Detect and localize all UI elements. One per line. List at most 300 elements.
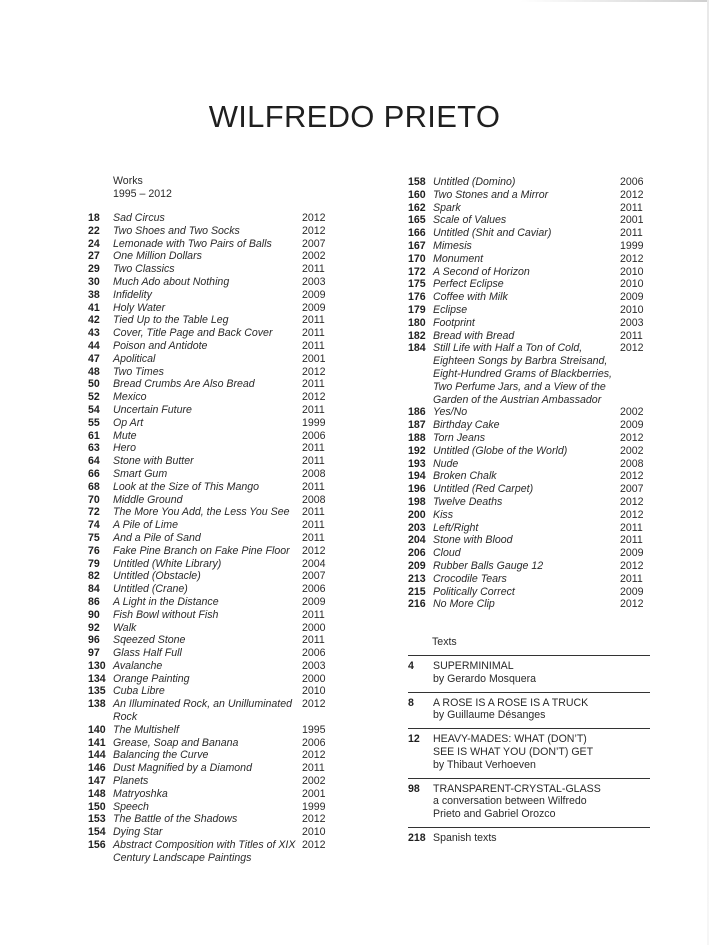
work-title: Untitled (Crane)	[113, 583, 188, 596]
work-title: Untitled (Domino)	[433, 176, 516, 188]
work-page-number: 76	[88, 544, 100, 557]
work-entry	[88, 250, 338, 263]
work-year: 2012	[302, 749, 326, 762]
works-heading-label: Works	[113, 175, 143, 187]
work-title: Poison and Antidote	[113, 339, 208, 352]
work-year: 2011	[620, 521, 643, 534]
work-year: 2001	[302, 352, 326, 365]
work-entry	[88, 609, 338, 622]
text-title: Spanish texts	[433, 831, 497, 844]
work-entry	[88, 302, 338, 315]
work-entry	[88, 519, 338, 532]
work-entry	[408, 598, 646, 611]
work-title: Untitled (Shit and Caviar)	[433, 227, 552, 240]
work-title: One Million Dollars	[113, 250, 202, 263]
work-title: Speech	[113, 800, 149, 813]
work-title: Torn Jeans	[433, 431, 486, 444]
work-page-number: 22	[88, 224, 100, 237]
work-entry	[408, 240, 646, 253]
work-year: 2011	[302, 762, 325, 775]
work-year: 2007	[620, 483, 644, 496]
work-title: Bread with Bread	[433, 329, 515, 342]
work-title: Stone with Butter	[113, 455, 194, 468]
work-page-number: 188	[408, 431, 426, 444]
works-date-range: 1995 – 2012	[113, 188, 172, 200]
work-title: Still Life with Half a Ton of Cold, Eighteen Songs by Barbra Streisand, Eight-Hundred Grams of Blackberries, Two Perfume Jars, and a View of the Garden of the Austrian Ambassador	[433, 342, 612, 406]
page-title: WILFREDO PRIETO	[208, 98, 501, 134]
work-page-number: 38	[88, 288, 100, 301]
work-title: Coffee with Milk	[433, 291, 508, 304]
work-year: 2011	[620, 572, 643, 585]
work-page-number: 47	[88, 352, 100, 365]
work-year: 2009	[620, 291, 644, 304]
work-page-number: 147	[88, 775, 106, 788]
works-list-left	[88, 212, 338, 865]
work-entry	[408, 586, 646, 599]
work-title: A Second of Horizon	[433, 265, 530, 278]
work-entry	[408, 189, 646, 202]
work-title: A Light in the Distance	[113, 595, 219, 608]
work-title: Bread Crumbs Are Also Bread	[113, 378, 255, 391]
work-year: 2012	[620, 431, 644, 444]
work-entry	[408, 470, 646, 483]
work-year: 2011	[302, 506, 325, 519]
work-year: 2010	[620, 278, 644, 291]
work-title: Left/Right	[433, 521, 479, 534]
work-page-number: 198	[408, 495, 426, 508]
work-year: 2012	[620, 252, 644, 265]
work-entry	[408, 547, 646, 560]
work-entry	[88, 340, 338, 353]
work-title: Grease, Soap and Banana	[113, 736, 239, 749]
work-year: 2009	[620, 585, 644, 598]
work-entry	[88, 494, 338, 507]
work-entry	[408, 278, 646, 291]
work-entry	[88, 276, 338, 289]
work-title: Cover, Title Page and Back Cover	[113, 327, 273, 340]
work-title: Two Shoes and Two Socks	[113, 224, 240, 237]
work-year: 1999	[302, 800, 326, 813]
work-page-number: 18	[88, 212, 100, 224]
work-page-number: 92	[88, 621, 100, 634]
work-page-number: 172	[408, 265, 426, 278]
work-title: Holy Water	[113, 301, 166, 314]
work-page-number: 165	[408, 214, 426, 227]
work-entry	[88, 506, 338, 519]
work-page-number: 158	[408, 176, 426, 188]
text-subtitle: Prieto and Gabriel Orozco	[433, 808, 556, 821]
work-year: 2012	[302, 391, 326, 404]
work-entry	[88, 353, 338, 366]
work-entry	[408, 496, 646, 509]
work-page-number: 175	[408, 278, 426, 291]
work-year: 2011	[302, 608, 325, 621]
work-year: 2003	[620, 316, 644, 329]
text-page-number: 8	[408, 696, 414, 709]
work-entry	[88, 737, 338, 750]
work-entry	[88, 596, 338, 609]
work-page-number: 206	[408, 547, 426, 560]
work-entry	[88, 813, 338, 826]
work-page-number: 184	[408, 342, 426, 355]
work-entry	[408, 419, 646, 432]
work-page-number: 55	[88, 416, 100, 429]
work-page-number: 204	[408, 534, 426, 547]
work-page-number: 84	[88, 583, 100, 596]
work-page-number: 200	[408, 508, 426, 521]
work-title: Uncertain Future	[113, 403, 192, 416]
work-page-number: 82	[88, 570, 100, 583]
work-title: Stone with Blood	[433, 534, 513, 547]
work-year: 2011	[302, 378, 325, 391]
work-page-number: 43	[88, 327, 100, 340]
work-page-number: 203	[408, 521, 426, 534]
work-page-number: 27	[88, 250, 100, 263]
work-year: 2012	[302, 698, 326, 711]
work-entry	[88, 417, 338, 430]
texts-list	[408, 655, 650, 851]
work-entry	[88, 749, 338, 762]
work-title: Avalanche	[113, 659, 163, 672]
work-year: 2009	[620, 419, 644, 432]
work-page-number: 180	[408, 316, 426, 329]
work-year: 2002	[302, 250, 326, 263]
work-title: Glass Half Full	[113, 647, 182, 660]
work-page-number: 86	[88, 595, 100, 608]
work-title: Monument	[433, 252, 484, 265]
text-entry-body	[433, 697, 650, 723]
work-year: 2004	[302, 557, 326, 570]
work-entry	[88, 826, 338, 839]
work-title: And a Pile of Sand	[113, 531, 201, 544]
work-entry	[408, 214, 646, 227]
work-page-number: 134	[88, 672, 106, 685]
work-title: Much Ado about Nothing	[113, 275, 230, 288]
work-entry	[88, 391, 338, 404]
text-subtitle: by Gerardo Mosquera	[433, 672, 537, 685]
work-page-number: 97	[88, 647, 100, 660]
text-entry	[408, 779, 650, 827]
work-entry	[88, 481, 338, 494]
work-year: 2012	[302, 813, 326, 826]
work-entry	[88, 775, 338, 788]
work-page-number: 144	[88, 749, 106, 762]
work-year: 2010	[302, 826, 326, 839]
work-page-number: 187	[408, 419, 426, 432]
work-year: 2006	[302, 429, 326, 442]
work-entry	[88, 238, 338, 251]
work-title: Hero	[113, 442, 136, 455]
work-title: Rubber Balls Gauge 12	[433, 559, 544, 572]
work-year: 2011	[302, 339, 325, 352]
work-title: Matryoshka	[113, 787, 168, 800]
work-title: Two Classics	[113, 263, 175, 276]
work-page-number: 63	[88, 442, 100, 455]
work-year: 2012	[620, 495, 644, 508]
work-title: Nude	[433, 457, 459, 470]
work-year: 2011	[302, 327, 325, 340]
work-title: Op Art	[113, 416, 144, 429]
work-title: Untitled (Red Carpet)	[433, 483, 534, 496]
work-title: Twelve Deaths	[433, 495, 503, 508]
text-title: HEAVY-MADES: WHAT (DON’T)	[433, 733, 587, 746]
work-entry	[88, 647, 338, 660]
work-year: 2008	[302, 493, 326, 506]
work-year: 2009	[302, 288, 326, 301]
work-title: Crocodile Tears	[433, 572, 507, 585]
work-year: 2010	[620, 303, 644, 316]
work-year: 2012	[302, 365, 326, 378]
work-page-number: 196	[408, 483, 426, 496]
work-page-number: 48	[88, 365, 100, 378]
work-title: Birthday Cake	[433, 419, 500, 432]
text-entry-body	[433, 733, 650, 771]
text-entry	[408, 828, 650, 851]
work-title: Eclipse	[433, 303, 468, 316]
work-title: Spark	[433, 201, 461, 214]
text-entry-body	[433, 660, 650, 686]
work-page-number: 64	[88, 455, 100, 468]
work-page-number: 61	[88, 429, 100, 442]
work-year: 2012	[302, 212, 326, 224]
work-year: 2011	[620, 201, 643, 214]
work-page-number: 176	[408, 291, 426, 304]
work-entry	[88, 685, 338, 698]
text-entry-body	[433, 783, 650, 821]
work-entry	[88, 622, 338, 635]
work-entry	[88, 366, 338, 379]
work-page-number: 96	[88, 634, 100, 647]
work-year: 2011	[302, 442, 325, 455]
work-entry	[88, 314, 338, 327]
work-entry	[408, 509, 646, 522]
work-year: 2011	[302, 263, 325, 276]
work-entry	[88, 455, 338, 468]
work-title: Fish Bowl without Fish	[113, 608, 219, 621]
work-title: Perfect Eclipse	[433, 278, 504, 291]
work-title: Tied Up to the Table Leg	[113, 314, 229, 327]
work-page-number: 179	[408, 303, 426, 316]
work-page-number: 162	[408, 201, 426, 214]
work-page-number: 209	[408, 559, 426, 572]
work-title: Untitled (White Library)	[113, 557, 222, 570]
work-year: 2002	[620, 406, 644, 419]
texts-heading: Texts	[432, 636, 457, 648]
work-entry	[408, 483, 646, 496]
work-title: The Battle of the Shadows	[113, 813, 238, 826]
work-year: 2002	[620, 444, 644, 457]
work-year: 2012	[620, 559, 644, 572]
work-title: Sqeezed Stone	[113, 634, 186, 647]
work-year: 2007	[302, 237, 326, 250]
work-year: 1995	[302, 723, 326, 736]
work-page-number: 135	[88, 685, 106, 698]
work-year: 2011	[620, 534, 643, 547]
work-entry	[88, 583, 338, 596]
work-year: 2012	[620, 598, 644, 611]
work-entry	[88, 327, 338, 340]
work-title: The Multishelf	[113, 723, 179, 736]
text-page-number: 98	[408, 782, 420, 795]
work-title: Mexico	[113, 391, 147, 404]
work-entry	[88, 263, 338, 276]
work-entry	[408, 227, 646, 240]
work-year: 2011	[302, 314, 325, 327]
work-entry	[88, 468, 338, 481]
work-year: 2008	[620, 457, 644, 470]
work-page-number: 166	[408, 227, 426, 240]
work-year: 2001	[620, 214, 644, 227]
text-subtitle: SEE IS WHAT YOU (DON’T) GET	[433, 745, 594, 758]
work-title: No More Clip	[433, 598, 495, 611]
work-title: Cuba Libre	[113, 685, 165, 698]
work-page-number: 193	[408, 457, 426, 470]
work-title: An Illuminated Rock, an Unilluminated Rock	[113, 698, 293, 724]
work-title: Smart Gum	[113, 467, 168, 480]
work-year: 2011	[302, 634, 325, 647]
work-entry	[408, 458, 646, 471]
work-page-number: 194	[408, 470, 426, 483]
work-page-number: 68	[88, 480, 100, 493]
work-year: 2009	[302, 301, 326, 314]
work-entry	[88, 724, 338, 737]
work-year: 2003	[302, 275, 326, 288]
work-title: Look at the Size of This Mango	[113, 480, 260, 493]
work-entry	[408, 534, 646, 547]
work-page-number: 72	[88, 506, 100, 519]
work-year: 2010	[620, 265, 644, 278]
work-year: 2012	[302, 839, 326, 852]
work-entry	[88, 378, 338, 391]
work-year: 2000	[302, 672, 326, 685]
work-entry	[88, 545, 338, 558]
work-entry	[408, 291, 646, 304]
work-title: Dust Magnified by a Diamond	[113, 762, 252, 775]
text-entry	[408, 729, 650, 777]
work-title: Cloud	[433, 547, 461, 560]
work-title: Scale of Values	[433, 214, 507, 227]
work-year: 2011	[620, 329, 643, 342]
work-page-number: 153	[88, 813, 106, 826]
work-page-number: 154	[88, 826, 106, 839]
work-page-number: 24	[88, 237, 100, 250]
work-entry	[88, 558, 338, 571]
work-year: 2006	[302, 583, 326, 596]
text-page-number: 218	[408, 831, 426, 844]
work-page-number: 54	[88, 403, 100, 416]
work-entry	[88, 570, 338, 583]
work-page-number: 186	[408, 406, 426, 419]
work-entry	[88, 442, 338, 455]
work-page-number: 30	[88, 275, 100, 288]
work-year: 2009	[302, 595, 326, 608]
work-title: Abstract Composition with Titles of XIX Century Landscape Paintings	[113, 839, 296, 864]
work-page-number: 167	[408, 239, 426, 252]
work-entry	[408, 202, 646, 215]
works-list-right	[408, 176, 646, 611]
work-title: Yes/No	[433, 406, 468, 419]
work-title: The More You Add, the Less You See	[113, 506, 290, 519]
work-entry	[408, 266, 646, 279]
work-title: Footprint	[433, 316, 475, 329]
work-year: 2006	[302, 647, 326, 660]
work-year: 1999	[302, 416, 326, 429]
text-entry	[408, 693, 650, 729]
work-title: Mute	[113, 429, 137, 442]
work-year: 2011	[620, 227, 643, 240]
work-entry	[88, 404, 338, 417]
work-title: Untitled (Obstacle)	[113, 570, 201, 583]
work-title: Kiss	[433, 508, 454, 521]
work-year: 2002	[302, 775, 326, 788]
work-entry	[88, 212, 338, 225]
work-entry	[408, 253, 646, 266]
text-page-number: 4	[408, 660, 414, 672]
work-page-number: 192	[408, 444, 426, 457]
work-page-number: 216	[408, 598, 426, 611]
work-page-number: 29	[88, 263, 100, 276]
text-page-number: 12	[408, 733, 420, 746]
work-page-number: 146	[88, 762, 106, 775]
work-title: Two Stones and a Mirror	[433, 188, 549, 201]
work-entry	[408, 432, 646, 445]
page-edge-shadow	[520, 0, 709, 2]
work-page-number: 160	[408, 188, 426, 201]
work-year: 1999	[620, 239, 644, 252]
work-entry	[88, 430, 338, 443]
work-entry	[88, 532, 338, 545]
text-entry-body	[433, 832, 650, 845]
work-page-number: 41	[88, 301, 100, 314]
text-subtitle: by Thibaut Verhoeven	[433, 758, 536, 771]
work-title: Orange Painting	[113, 672, 190, 685]
work-page-number: 42	[88, 314, 100, 327]
work-year: 2007	[302, 570, 326, 583]
work-entry	[408, 406, 646, 419]
work-entry	[408, 317, 646, 330]
work-title: Broken Chalk	[433, 470, 497, 483]
work-title: Two Times	[113, 365, 164, 378]
works-heading	[113, 175, 172, 201]
text-entry	[408, 656, 650, 692]
work-year: 2008	[302, 467, 326, 480]
work-year: 2009	[620, 547, 644, 560]
text-subtitle: a conversation between Wilfredo	[433, 795, 587, 808]
work-title: Mimesis	[433, 239, 472, 252]
work-entry	[408, 176, 646, 189]
work-page-number: 130	[88, 659, 106, 672]
work-title: Politically Correct	[433, 585, 515, 598]
text-title: TRANSPARENT-CRYSTAL-GLASS	[433, 782, 601, 795]
text-title: A ROSE IS A ROSE IS A TRUCK	[433, 696, 589, 709]
work-year: 2011	[302, 480, 325, 493]
work-year: 2012	[620, 188, 644, 201]
work-title: Planets	[113, 775, 149, 788]
work-page-number: 213	[408, 572, 426, 585]
work-page-number: 148	[88, 787, 106, 800]
work-page-number: 182	[408, 329, 426, 342]
work-page-number: 79	[88, 557, 100, 570]
work-entry	[88, 289, 338, 302]
work-page-number: 66	[88, 467, 100, 480]
work-page-number: 141	[88, 736, 106, 749]
work-year: 2000	[302, 621, 326, 634]
work-entry	[408, 560, 646, 573]
work-page-number: 52	[88, 391, 100, 404]
work-entry	[408, 342, 646, 406]
work-year: 2012	[620, 508, 644, 521]
work-title: Apolitical	[113, 352, 156, 365]
